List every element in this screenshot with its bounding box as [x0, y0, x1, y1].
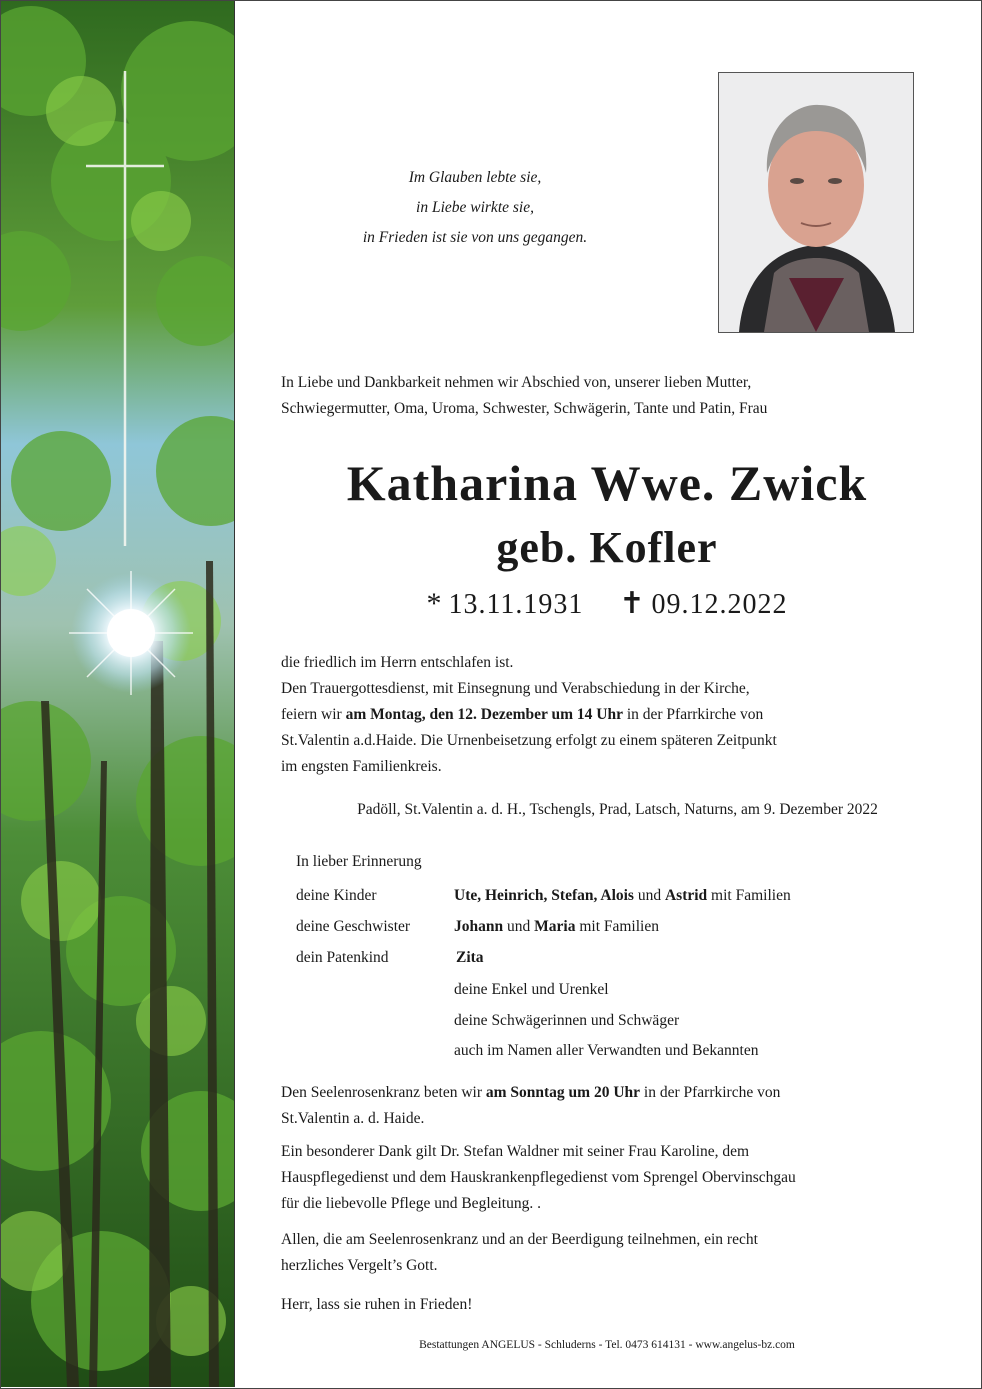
- death-date: 09.12.2022: [651, 589, 788, 620]
- intro-line-2: Schwiegermutter, Oma, Uroma, Schwester, Schwägerin, Tante und Patin, Frau: [281, 400, 768, 417]
- quote-line-1: Im Glauben lebte sie,: [408, 169, 542, 186]
- geschwister-names: Johann und Maria mit Familien: [454, 918, 659, 935]
- maiden-name: geb. Kofler: [496, 523, 718, 572]
- funeral-home-footer: Bestattungen ANGELUS - Schluderns - Tel. 0473 614131 - www.angelus-bz.com: [419, 1339, 795, 1351]
- place-date: Padöll, St.Valentin a. d. H., Tschengls, Prad, Latsch, Naturns, am 9. Dezember 2022: [357, 801, 878, 818]
- patenkind-label: dein Patenkind: [296, 949, 389, 966]
- gratitude-line-1: Allen, die am Seelenrosenkranz und an der Beerdigung teilnehmen, ein recht: [281, 1231, 758, 1248]
- enkel-line: deine Enkel und Urenkel: [454, 981, 609, 998]
- thanks-line-2: Hauspflegedienst und dem Hauskrankenpflegedienst vom Sprengel Obervinschgau: [281, 1169, 796, 1186]
- gratitude-text: [281, 1227, 954, 1279]
- forest-image: [1, 1, 235, 1387]
- closing-prayer: Herr, lass sie ruhen in Frieden!: [281, 1296, 473, 1313]
- rosary-line-1: Den Seelenrosenkranz beten wir am Sonntag um 20 Uhr in der Pfarrkirche von: [281, 1084, 781, 1101]
- rosary-text: [281, 1080, 954, 1132]
- portrait-photo: [718, 72, 914, 333]
- quote-line-3: in Frieden ist sie von uns gegangen.: [362, 229, 588, 246]
- intro-text: [281, 370, 952, 422]
- thanks-line-1: Ein besonderer Dank gilt Dr. Stefan Waldner mit seiner Frau Karoline, dem: [281, 1143, 750, 1160]
- service-datetime: am Montag, den 12. Dezember um 14 Uhr: [345, 706, 623, 723]
- service-text: [281, 650, 954, 780]
- opening-quote: [270, 163, 680, 253]
- memory-title: In lieber Erinnerung: [296, 853, 422, 870]
- life-dates: [234, 585, 980, 624]
- rosary-datetime: am Sonntag um 20 Uhr: [485, 1084, 641, 1101]
- geschwister-label: deine Geschwister: [296, 918, 411, 935]
- thanks-line-3: für die liebevolle Pflege und Begleitung. .: [281, 1195, 541, 1212]
- service-line-2: Den Trauergottesdienst, mit Einsegnung und Verabschiedung in der Kirche,: [281, 680, 750, 697]
- gratitude-line-2: herzliches Vergelt’s Gott.: [281, 1257, 438, 1274]
- quote-line-2: in Liebe wirkte sie,: [416, 199, 534, 216]
- schwaeger-line: deine Schwägerinnen und Schwäger: [454, 1012, 680, 1029]
- death-cross-icon: ✝: [619, 587, 646, 620]
- patenkind-name: Zita: [456, 949, 484, 966]
- deceased-name: Katharina Wwe. Zwick: [346, 455, 868, 511]
- rosary-line-2: St.Valentin a. d. Haide.: [281, 1110, 425, 1127]
- verwandte-line: auch im Namen aller Verwandten und Bekannten: [454, 1042, 759, 1059]
- thanks-text: [281, 1139, 954, 1217]
- birth-date: 13.11.1931: [448, 589, 584, 620]
- intro-line-1: In Liebe und Dankbarkeit nehmen wir Abschied von, unserer lieben Mutter,: [281, 374, 752, 391]
- service-line-5: im engsten Familienkreis.: [281, 758, 442, 775]
- kinder-label: deine Kinder: [296, 887, 377, 904]
- birth-star-icon: *: [426, 587, 443, 620]
- service-line-1: die friedlich im Herrn entschlafen ist.: [281, 654, 514, 671]
- kinder-names: Ute, Heinrich, Stefan, Alois und Astrid mit Familien: [454, 887, 791, 904]
- service-line-3: feiern wir am Montag, den 12. Dezember um 14 Uhr in der Pfarrkirche von: [281, 706, 764, 723]
- service-line-4: St.Valentin a.d.Haide. Die Urnenbeisetzung erfolgt zu einem späteren Zeitpunkt: [281, 732, 777, 749]
